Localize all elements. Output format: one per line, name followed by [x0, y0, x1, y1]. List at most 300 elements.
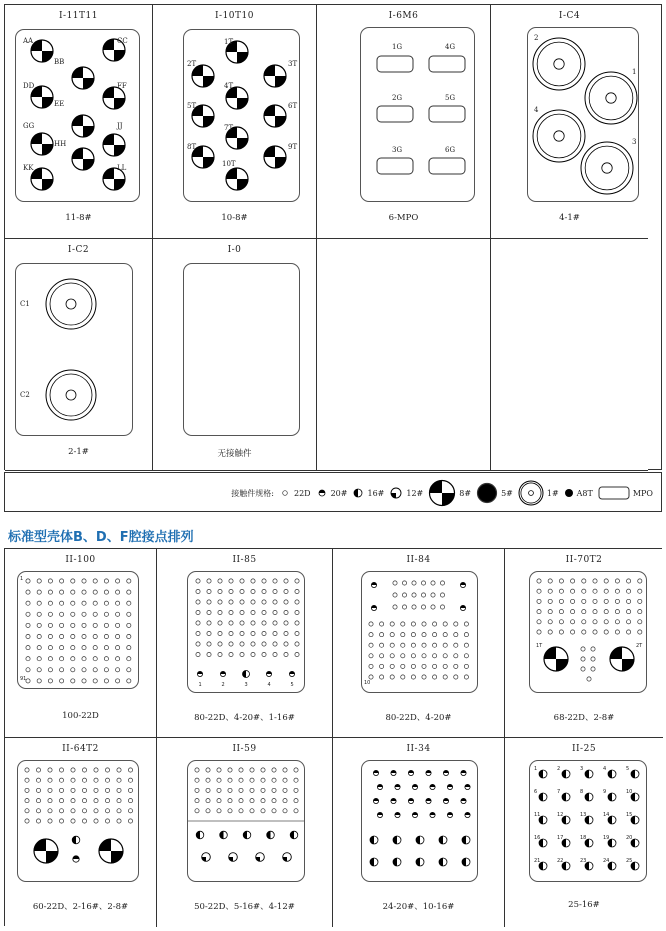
cell-title: II-70T2 — [565, 555, 603, 565]
contact-22d-icon — [128, 819, 132, 823]
contact-22d-icon — [284, 631, 288, 635]
contact-22d-icon — [82, 799, 86, 803]
legend-symbol — [389, 485, 403, 501]
contact-22d-icon — [638, 589, 642, 593]
contact-22d-icon — [273, 579, 277, 583]
contact-12-icon — [202, 853, 211, 862]
contact-22d-icon — [71, 579, 75, 583]
legend-label: 5# — [501, 488, 513, 498]
cell-caption: 6-MPO — [388, 213, 419, 223]
contact-22d-icon — [295, 652, 299, 656]
contact-22d-icon — [26, 601, 30, 605]
contact-22d-icon — [240, 610, 244, 614]
contact-22d-icon — [127, 579, 131, 583]
contact-22d-icon — [615, 589, 619, 593]
contact-22d-icon — [93, 646, 97, 650]
cell-i-c2 — [5, 239, 153, 471]
contact-22d-icon — [591, 667, 595, 671]
pin-number: 10 — [364, 680, 371, 686]
contact-22d-icon — [196, 631, 200, 635]
insert-face-drawing — [362, 761, 477, 881]
contact-22d-icon — [60, 601, 64, 605]
contact-22d-icon — [71, 668, 75, 672]
contact-8-icon — [31, 40, 53, 62]
contact-22d-icon — [71, 809, 75, 813]
contact-22d-icon — [240, 600, 244, 604]
contact-8-icon — [103, 134, 125, 156]
contact-22d-icon — [128, 768, 132, 772]
cell-ii-100 — [5, 549, 157, 738]
contact-22d-icon — [548, 579, 552, 583]
cell-ii-34 — [333, 738, 505, 927]
contact-22d-icon — [433, 622, 437, 626]
contact-22d-icon — [26, 668, 30, 672]
legend-symbol — [518, 480, 544, 506]
contact-22d-icon — [240, 642, 244, 646]
contact-22d-icon — [116, 590, 120, 594]
contact-22d-icon — [71, 788, 75, 792]
contact-22d-icon — [548, 630, 552, 634]
contact-22d-icon — [82, 809, 86, 813]
contact-22d-icon — [93, 579, 97, 583]
contact-22d-icon — [82, 579, 86, 583]
insert-face-drawing — [530, 761, 646, 881]
contact-22d-icon — [207, 589, 211, 593]
contact-22d-icon — [37, 668, 41, 672]
contact-22d-icon — [421, 593, 425, 597]
contact-22d-icon — [443, 675, 447, 679]
contact-22d-icon — [615, 610, 619, 614]
insert-face — [529, 760, 647, 882]
contact-22d-icon — [104, 646, 108, 650]
contact-22d-icon — [26, 579, 30, 583]
contact-22d-icon — [239, 788, 243, 792]
contact-22d-icon — [60, 646, 64, 650]
position-label: 2T — [187, 60, 197, 68]
contact-22d-icon — [82, 590, 86, 594]
contact-22d-icon — [104, 679, 108, 683]
insert-face-drawing — [188, 761, 304, 881]
contact-22d-icon — [431, 593, 435, 597]
contact-22d-icon — [25, 768, 29, 772]
pin-number: 4 — [267, 682, 271, 688]
contact-22d-icon — [26, 612, 30, 616]
contact-22d-icon — [127, 612, 131, 616]
pin-number: 4 — [603, 766, 607, 772]
pin-number: 12 — [557, 812, 564, 818]
contact-22d-icon — [250, 778, 254, 782]
contact-22d-icon — [36, 778, 40, 782]
contact-22d-icon — [262, 621, 266, 625]
contact-22d-icon — [284, 652, 288, 656]
legend-label: 22D — [294, 488, 311, 498]
contact-22d-icon — [559, 579, 563, 583]
contact-12-icon — [391, 488, 401, 498]
insert-face — [361, 760, 478, 882]
contact-22d-icon — [37, 579, 41, 583]
contact-22d-icon — [454, 664, 458, 668]
legend-item — [476, 482, 513, 504]
contact-8-icon — [103, 87, 125, 109]
contact-20-icon — [408, 798, 413, 803]
contact-22d-icon — [93, 634, 97, 638]
contact-22d-icon — [250, 768, 254, 772]
legend-symbol — [428, 479, 456, 507]
legend-item — [352, 485, 384, 501]
position-label: BB — [54, 58, 65, 66]
contact-22d-icon — [116, 646, 120, 650]
contact-22d-icon — [250, 809, 254, 813]
contact-22d-icon — [196, 610, 200, 614]
contact-16-icon — [462, 858, 470, 866]
contact-22d-icon — [104, 579, 108, 583]
contact-22d-icon — [37, 646, 41, 650]
contact-22d-icon — [593, 610, 597, 614]
contact-22d-icon — [440, 605, 444, 609]
position-label: LL — [117, 164, 127, 172]
pin-number: 11 — [534, 812, 541, 818]
contact-22d-icon — [295, 610, 299, 614]
contact-22d-icon — [390, 675, 394, 679]
contact-22d-icon — [283, 778, 287, 782]
contact-22d-icon — [36, 819, 40, 823]
contact-22d-icon — [60, 612, 64, 616]
contact-22d-icon — [272, 809, 276, 813]
contact-22d-icon — [390, 643, 394, 647]
contact-22d-icon — [37, 590, 41, 594]
contact-22d-icon — [207, 610, 211, 614]
contact-16-icon — [354, 489, 362, 497]
cell-ii-25 — [505, 738, 663, 927]
contact-8-icon — [31, 133, 53, 155]
contact-22d-icon — [272, 788, 276, 792]
contact-22d-icon — [411, 633, 415, 637]
empty-insert-face — [183, 263, 300, 436]
contact-22d-icon — [593, 589, 597, 593]
contact-16-icon — [631, 770, 639, 778]
contact-22d-icon — [262, 600, 266, 604]
contact-22d-icon — [401, 633, 405, 637]
contact-22d-icon — [127, 590, 131, 594]
contact-22d-icon — [433, 664, 437, 668]
contact-22d-icon — [443, 654, 447, 658]
contact-22d-icon — [537, 599, 541, 603]
contact-20-icon — [373, 770, 378, 775]
contact-22d-icon — [284, 600, 288, 604]
contact-22d-icon — [48, 601, 52, 605]
contact-22d-icon — [251, 589, 255, 593]
contact-20-icon — [266, 671, 271, 676]
cell-ii-84 — [333, 549, 505, 738]
contact-20-icon — [371, 582, 376, 587]
cell-title: I-10T10 — [214, 11, 254, 21]
contact-16-icon — [608, 770, 616, 778]
contact-22d-icon — [37, 657, 41, 661]
contact-22d-icon — [421, 581, 425, 585]
cell-caption: 无接触件 — [217, 449, 252, 459]
contact-22d-icon — [294, 778, 298, 782]
contact-22d-icon — [422, 643, 426, 647]
contact-22d-icon — [283, 491, 288, 496]
contact-22d-icon — [60, 634, 64, 638]
contact-22d-icon — [207, 579, 211, 583]
cell-caption: 80-22D、4-20# — [385, 713, 452, 723]
contact-22d-icon — [127, 679, 131, 683]
contact-22d-icon — [627, 579, 631, 583]
contact-22d-icon — [443, 643, 447, 647]
empty-cell — [317, 239, 491, 471]
position-label: CC — [117, 37, 128, 45]
contact-22d-icon — [440, 593, 444, 597]
contact-22d-icon — [240, 652, 244, 656]
contact-22d-icon — [71, 819, 75, 823]
contact-22d-icon — [195, 778, 199, 782]
pin-number: 15 — [626, 812, 633, 818]
contact-22d-icon — [82, 778, 86, 782]
contact-22d-icon — [431, 605, 435, 609]
contact-22d-icon — [59, 788, 63, 792]
cell-caption: 11-8# — [65, 213, 92, 223]
cell-i-0 — [153, 239, 317, 471]
position-label: C1 — [20, 300, 30, 308]
contact-22d-icon — [273, 600, 277, 604]
contact-22d-icon — [272, 778, 276, 782]
contact-16-icon — [243, 831, 251, 839]
pin-number: 18 — [580, 835, 587, 841]
contact-22d-icon — [105, 778, 109, 782]
contact-22d-icon — [582, 599, 586, 603]
pin-number: 13 — [580, 812, 587, 818]
contact-22d-icon — [71, 778, 75, 782]
contact-22d-icon — [217, 799, 221, 803]
contact-22d-icon — [48, 646, 52, 650]
contact-22d-icon — [380, 664, 384, 668]
cell-caption: 2-1# — [68, 447, 89, 457]
contact-22d-icon — [196, 621, 200, 625]
contact-20-icon — [426, 798, 431, 803]
contact-22d-icon — [591, 647, 595, 651]
contact-22d-icon — [571, 610, 575, 614]
contact-22d-icon — [380, 654, 384, 658]
contact-22d-icon — [71, 623, 75, 627]
contact-22d-icon — [548, 610, 552, 614]
contact-22d-icon — [422, 633, 426, 637]
contact-22d-icon — [240, 589, 244, 593]
contact-22d-icon — [93, 657, 97, 661]
contact-22d-icon — [26, 623, 30, 627]
contact-22d-icon — [117, 768, 121, 772]
contact-22d-icon — [104, 601, 108, 605]
position-label: 4 — [534, 106, 539, 114]
contact-22d-icon — [401, 622, 405, 626]
cell-title: II-85 — [232, 555, 257, 565]
contact-22d-icon — [273, 621, 277, 625]
contact-22d-icon — [116, 612, 120, 616]
contact-22d-icon — [60, 657, 64, 661]
contact-22d-icon — [206, 788, 210, 792]
contact-22d-icon — [82, 819, 86, 823]
insert-face — [187, 760, 305, 882]
contact-22d-icon — [82, 679, 86, 683]
contact-22d-icon — [537, 620, 541, 624]
contact-16-icon — [439, 836, 447, 844]
contact-22d-icon — [105, 819, 109, 823]
contact-22d-icon — [94, 768, 98, 772]
contact-22d-icon — [207, 642, 211, 646]
contact-22d-icon — [443, 633, 447, 637]
contact-22d-icon — [454, 643, 458, 647]
contact-22d-icon — [433, 643, 437, 647]
contact-22d-icon — [116, 601, 120, 605]
pin-number: 19 — [603, 835, 610, 841]
contact-22d-icon — [369, 622, 373, 626]
contact-20-icon — [465, 812, 470, 817]
contact-22d-icon — [218, 610, 222, 614]
contact-22d-icon — [229, 642, 233, 646]
contact-22d-icon — [380, 622, 384, 626]
contact-22d-icon — [422, 654, 426, 658]
position-label: 3 — [632, 138, 637, 146]
pin-number: 5 — [290, 682, 294, 688]
position-label: 1T — [224, 38, 234, 46]
contact-22d-icon — [283, 809, 287, 813]
contact-22d-icon — [59, 768, 63, 772]
contact-22d-icon — [36, 788, 40, 792]
contact-22d-icon — [604, 599, 608, 603]
contact-22d-icon — [48, 788, 52, 792]
contact-22d-icon — [127, 657, 131, 661]
contact-22d-icon — [82, 601, 86, 605]
contact-22d-icon — [593, 599, 597, 603]
contact-22d-icon — [195, 768, 199, 772]
position-label: 1G — [392, 43, 403, 51]
position-label: 5T — [187, 102, 197, 110]
cell-title: II-100 — [65, 555, 96, 565]
contact-22d-icon — [433, 675, 437, 679]
contact-22d-icon — [537, 589, 541, 593]
contact-22d-icon — [37, 679, 41, 683]
contact-20-icon — [430, 812, 435, 817]
contact-16-icon — [608, 793, 616, 801]
mpo-icon — [599, 487, 629, 499]
contact-22d-icon — [548, 589, 552, 593]
insert-face-drawing — [530, 572, 646, 692]
cell-ii-85 — [157, 549, 333, 738]
contact-22d-icon — [82, 623, 86, 627]
pin-number: 14 — [603, 812, 610, 818]
contact-22d-icon — [228, 799, 232, 803]
legend-label: MPO — [632, 488, 653, 498]
legend-symbol — [352, 485, 364, 501]
contact-22d-icon — [283, 799, 287, 803]
contact-22d-icon — [71, 634, 75, 638]
contact-22d-icon — [37, 623, 41, 627]
contact-22d-icon — [369, 633, 373, 637]
insert-face-drawing — [188, 572, 304, 692]
contact-20-icon — [395, 812, 400, 817]
contact-22d-icon — [593, 630, 597, 634]
contact-22d-icon — [37, 601, 41, 605]
pin-number: 2T — [636, 643, 643, 649]
contact-22d-icon — [272, 799, 276, 803]
contact-16-icon — [393, 836, 401, 844]
contact-22d-icon — [581, 647, 585, 651]
contact-22d-icon — [431, 581, 435, 585]
contact-20-icon — [289, 671, 294, 676]
contact-22d-icon — [105, 799, 109, 803]
contact-22d-icon — [218, 579, 222, 583]
legend-label: 8# — [459, 488, 472, 498]
contact-8-icon — [31, 168, 53, 190]
pin-number: 91 — [20, 676, 27, 682]
contact-22d-icon — [104, 623, 108, 627]
contact-20-icon — [412, 812, 417, 817]
contact-20-icon — [408, 770, 413, 775]
contact-22d-icon — [104, 590, 108, 594]
pin-number: 3 — [580, 766, 584, 772]
contact-22d-icon — [116, 657, 120, 661]
position-label: EE — [54, 100, 65, 108]
contact-22d-icon — [94, 788, 98, 792]
contact-20-icon — [197, 671, 202, 676]
contact-22d-icon — [71, 590, 75, 594]
contact-16-icon — [539, 770, 547, 778]
contact-22d-icon — [229, 600, 233, 604]
contact-20-icon — [373, 798, 378, 803]
contact-22d-icon — [250, 799, 254, 803]
contact-22d-icon — [26, 679, 30, 683]
contact-22d-icon — [59, 809, 63, 813]
contact-22d-icon — [273, 589, 277, 593]
contact-22d-icon — [26, 634, 30, 638]
contact-22d-icon — [217, 768, 221, 772]
contact-22d-icon — [128, 778, 132, 782]
contact-22d-icon — [206, 768, 210, 772]
contact-22d-icon — [548, 620, 552, 624]
insert-face-drawing — [361, 28, 474, 201]
contact-22d-icon — [228, 809, 232, 813]
contact-22d-icon — [390, 654, 394, 658]
contact-22d-icon — [60, 590, 64, 594]
contact-22d-icon — [571, 599, 575, 603]
contact-22d-icon — [604, 630, 608, 634]
contact-22d-icon — [94, 809, 98, 813]
contact-22d-icon — [273, 642, 277, 646]
legend-symbol — [476, 482, 498, 504]
contact-22d-icon — [37, 634, 41, 638]
contact-22d-icon — [36, 799, 40, 803]
contact-22d-icon — [117, 819, 121, 823]
contact-22d-icon — [262, 652, 266, 656]
contact-22d-icon — [627, 610, 631, 614]
contact-22d-icon — [440, 581, 444, 585]
cell-caption: 4-1# — [559, 213, 580, 223]
contact-22d-icon — [393, 593, 397, 597]
contact-22d-icon — [261, 778, 265, 782]
position-label: 7T — [224, 124, 234, 132]
contact-1-icon — [533, 38, 585, 90]
contact-22d-icon — [261, 768, 265, 772]
cell-i-6m6 — [317, 5, 491, 239]
contact-22d-icon — [128, 809, 132, 813]
pin-number: 10 — [626, 789, 633, 795]
contact-22d-icon — [615, 630, 619, 634]
mpo-icon — [429, 158, 465, 174]
contact-22d-icon — [82, 657, 86, 661]
contact-22d-icon — [240, 621, 244, 625]
cell-title: I-C4 — [558, 11, 581, 21]
contact-22d-icon — [25, 809, 29, 813]
